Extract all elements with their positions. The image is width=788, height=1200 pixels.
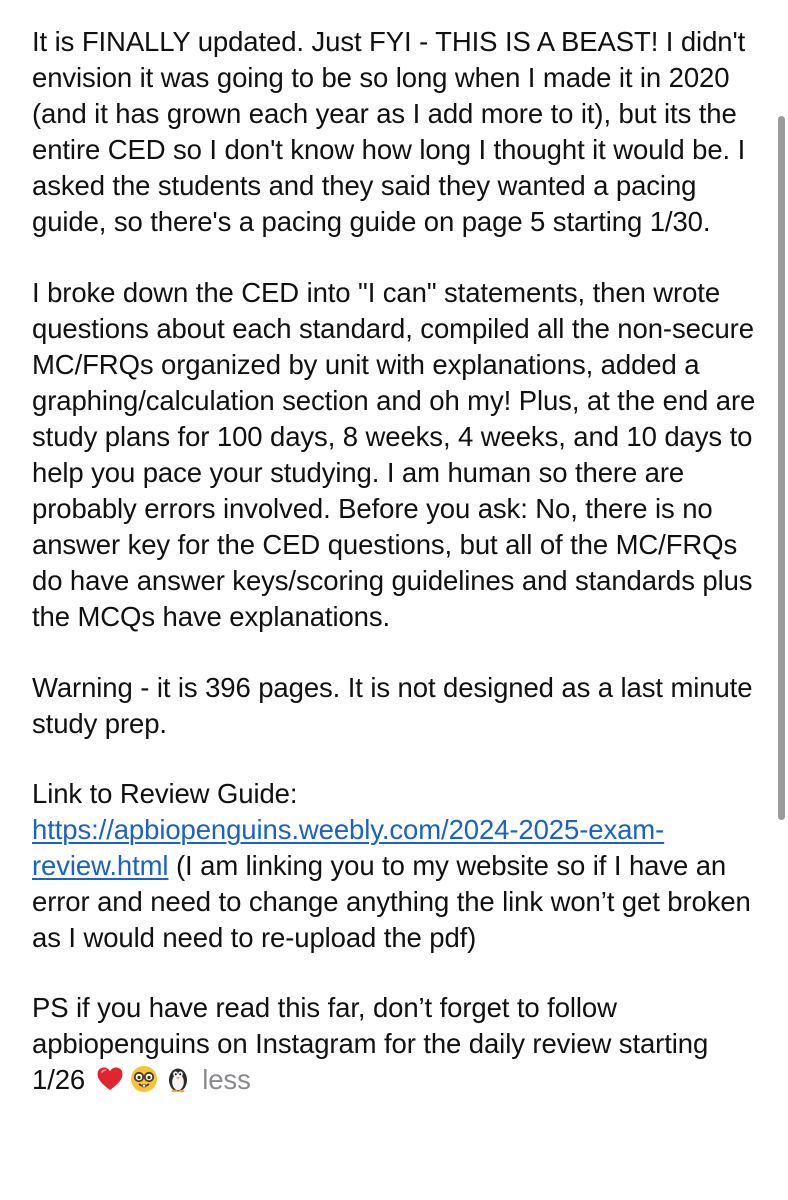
link-suffix: (I am linking you to my website so if I have an error and need to change anything the link won’t get broken as I would need to re-upload the pdf) [32, 849, 751, 954]
penguin-icon [164, 1065, 192, 1093]
paragraph-link [32, 776, 764, 956]
paragraph-warning: Warning - it is 396 pages. It is not designed as a last minute study prep. [32, 671, 753, 739]
review-guide-link[interactable]: https://apbiopenguins.weebly.com/2024-2025-exam-review.html [32, 813, 665, 881]
paragraph-ps [32, 990, 764, 1098]
paragraph-details: I broke down the CED into "I can" statements, then wrote questions about each standard, compiled all the non-secure MC/FRQs organized by unit with explanations, added a graphing/calculation section and oh my! Plus, at the end are study plans for 100 days, 8 weeks, 4 weeks, and 10 days to help you pace your studying. I am human so there are probably errors involved. Before you ask: No, there is no answer key for the CED questions, but all of the MC/FRQs do have answer keys/scoring guidelines and standards plus the MCQs have explanations. [32, 276, 756, 633]
link-prefix: Link to Review Guide: [32, 777, 298, 809]
red-heart-icon [96, 1065, 124, 1093]
paragraph-intro: It is FINALLY updated. Just FYI - THIS IS A BEAST! I didn't envision it was going to be so long when I made it in 2020 (and it has grown each year as I add more to it), but its the entire CED so I don't know how long I thought it would be. I asked the students and they said they wanted a pacing guide, so there's a pacing guide on page 5 starting 1/30. [32, 26, 746, 238]
ps-text: PS if you have read this far, don’t forget to follow apbiopenguins on Instagram for the daily review starting 1/26 [32, 992, 709, 1096]
less-toggle[interactable]: less [202, 1064, 251, 1096]
post-body [32, 24, 764, 1132]
scrollbar[interactable] [778, 116, 785, 820]
nerd-face-icon [130, 1065, 158, 1093]
